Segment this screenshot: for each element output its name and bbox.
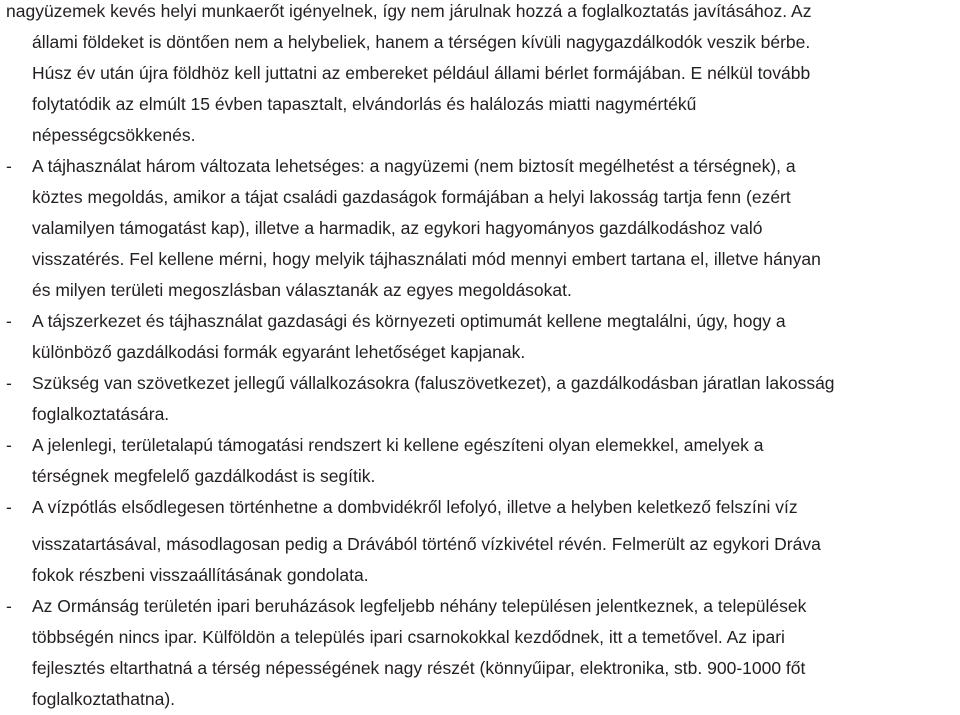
- text-line: nagyüzemek kevés helyi munkaerőt igényelnek, így nem járulnak hozzá a foglalkoztatás javításához. Az: [6, 1, 812, 21]
- text-line: és milyen területi megoszlásban választanák az egyes megoldásokat.: [32, 280, 572, 300]
- text-line: foglalkoztatására.: [32, 404, 170, 424]
- text-line: Húsz év után újra földhöz kell juttatni az embereket például állami bérlet formájában. E nélkül tovább: [32, 63, 811, 83]
- text-line: állami földeket is döntően nem a helybeliek, hanem a térségen kívüli nagygazdálkodók veszik bérbe.: [32, 32, 811, 52]
- bullet-marker: -: [6, 311, 12, 331]
- bullet-marker: -: [6, 156, 12, 176]
- text-line: térségnek megfelelő gazdálkodást is segítik.: [32, 466, 376, 486]
- text-line: A tájhasználat három változata lehetséges: a nagyüzemi (nem biztosít megélhetést a térségnek), a: [32, 156, 796, 176]
- text-line: visszatérés. Fel kellene mérni, hogy melyik tájhasználati mód mennyi embert tartana el, illetve hányan: [32, 249, 821, 269]
- text-line: többségén nincs ipar. Külföldön a település ipari csarnokokkal kezdődnek, itt a temetővel. Az ipari: [32, 627, 785, 647]
- text-line: Szükség van szövetkezet jellegű vállalkozásokra (faluszövetkezet), a gazdálkodásban járatlan lakosság: [32, 373, 835, 393]
- text-line: A tájszerkezet és tájhasználat gazdasági és környezeti optimumát kellene megtalálni, úgy, hogy a: [32, 311, 786, 331]
- text-line: foglalkoztathatna).: [32, 689, 176, 709]
- bullet-marker: -: [6, 497, 12, 517]
- text-line: különböző gazdálkodási formák egyaránt lehetőséget kapjanak.: [32, 342, 526, 362]
- text-line: fejlesztés eltarthatná a térség népességének nagy részét (könnyűipar, elektronika, stb. 900-1000 főt: [32, 658, 806, 678]
- text-line: A vízpótlás elsődlegesen történhetne a dombvidékről lefolyó, illetve a helyben keletkező felszíni víz: [32, 497, 798, 517]
- text-line: folytatódik az elmúlt 15 évben tapasztalt, elvándorlás és halálozás miatti nagymértékű: [32, 94, 697, 114]
- bullet-marker: -: [6, 373, 12, 393]
- bullet-marker: -: [6, 596, 12, 616]
- bullet-marker: -: [6, 435, 12, 455]
- text-line: visszatartásával, másodlagosan pedig a Drávából történő vízkivétel révén. Felmerült az egykori Dráva: [32, 534, 821, 554]
- text-line: népességcsökkenés.: [32, 125, 196, 145]
- text-line: A jelenlegi, területalapú támogatási rendszert ki kellene egészíteni olyan elemekkel, amelyek a: [32, 435, 764, 455]
- text-line: Az Ormánság területén ipari beruházások legfeljebb néhány településen jelentkeznek, a települések: [32, 596, 807, 616]
- text-line: valamilyen támogatást kap), illetve a harmadik, az egykori hagyományos gazdálkodáshoz való: [32, 218, 763, 238]
- text-line: fokok részbeni visszaállításának gondolata.: [32, 565, 369, 585]
- text-line: köztes megoldás, amikor a tájat családi gazdaságok formájában a helyi lakosság tartja fenn (ezért: [32, 187, 791, 207]
